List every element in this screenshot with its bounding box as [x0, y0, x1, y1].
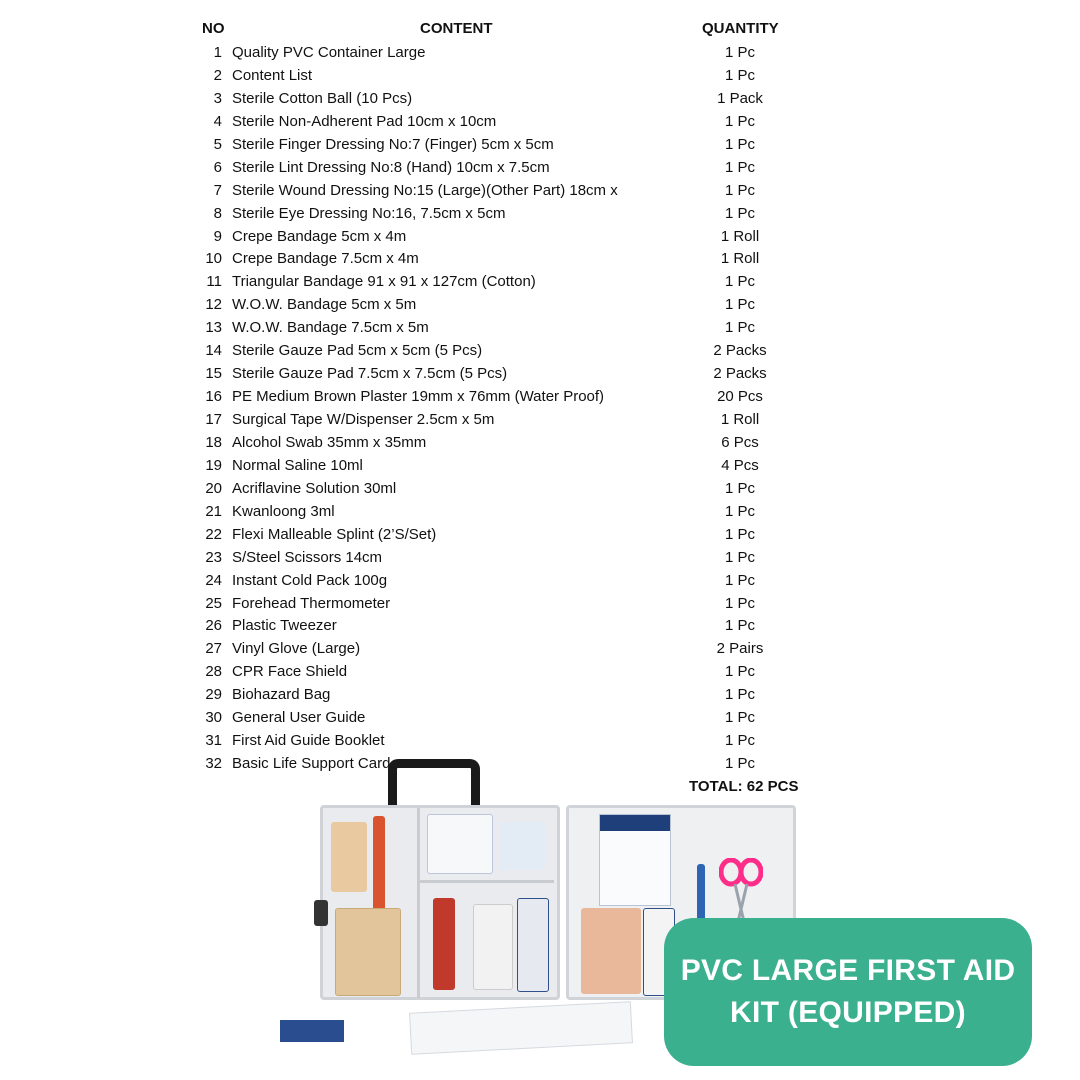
row-number: 9	[213, 227, 222, 245]
table-row	[200, 180, 820, 203]
badge-line-2: KIT (EQUIPPED)	[730, 996, 966, 1029]
row-quantity: 1 Pc	[724, 571, 755, 589]
row-quantity: 1 Pack	[717, 89, 763, 107]
total-count: TOTAL: 62 PCS	[689, 778, 799, 795]
kit-handle	[388, 759, 480, 811]
row-quantity: 1 Pc	[724, 479, 755, 497]
row-quantity: 1 Pc	[724, 594, 755, 612]
row-quantity: 1 Pc	[724, 548, 755, 566]
row-quantity: 1 Pc	[724, 112, 755, 130]
table-row	[200, 478, 820, 501]
row-number: 26	[205, 617, 222, 635]
row-quantity: 6 Pcs	[721, 433, 759, 451]
row-number: 13	[205, 319, 222, 337]
table-row	[200, 134, 820, 157]
row-number: 1	[213, 44, 222, 61]
row-quantity: 1 Pc	[724, 135, 755, 153]
row-content: W.O.W. Bandage 5cm x 5m	[232, 296, 417, 314]
row-number: 31	[205, 732, 222, 750]
row-content: Flexi Malleable Splint (2’S/Set)	[232, 525, 437, 543]
guide-card	[280, 1020, 344, 1042]
row-content: Sterile Finger Dressing No:7 (Finger) 5cm x 5cm	[232, 135, 554, 153]
row-number: 27	[205, 640, 222, 658]
row-number: 15	[205, 365, 222, 383]
row-content: Sterile Wound Dressing No:15 (Large)(Other Part) 18cm x	[232, 181, 618, 199]
header-content: CONTENT	[420, 20, 493, 37]
table-row	[200, 730, 820, 753]
row-number: 18	[205, 433, 222, 451]
row-number: 29	[205, 686, 222, 704]
table-row	[200, 593, 820, 616]
row-content: Surgical Tape W/Dispenser 2.5cm x 5m	[232, 411, 495, 428]
table-row	[200, 638, 820, 661]
crepe-bandage-pack	[331, 822, 367, 892]
row-content: PE Medium Brown Plaster 19mm x 76mm (Water Proof)	[232, 388, 605, 406]
row-content: Sterile Non-Adherent Pad 10cm x 10cm	[232, 112, 497, 130]
row-content: Sterile Cotton Ball (10 Pcs)	[232, 89, 413, 107]
row-number: 30	[205, 709, 222, 727]
row-number: 4	[213, 112, 222, 130]
row-content: Alcohol Swab 35mm x 35mm	[232, 433, 427, 451]
row-content: CPR Face Shield	[232, 663, 348, 681]
gauze-pad-pack	[427, 814, 493, 874]
row-number: 17	[205, 411, 222, 428]
table-row	[200, 684, 820, 707]
table-row	[200, 386, 820, 409]
table-row	[200, 707, 820, 730]
row-number: 20	[205, 479, 222, 497]
table-row	[200, 615, 820, 638]
row-quantity: 1 Pc	[724, 686, 755, 704]
forehead-thermometer	[599, 814, 671, 906]
row-number: 28	[205, 663, 222, 681]
table-row	[200, 271, 820, 294]
triangular-bandage-pack	[335, 908, 401, 996]
row-content: Instant Cold Pack 100g	[232, 571, 388, 589]
row-quantity: 1 Pc	[724, 755, 755, 773]
row-content: Kwanloong 3ml	[232, 502, 335, 520]
row-number: 7	[213, 181, 222, 199]
row-number: 10	[205, 250, 222, 268]
kit-box	[320, 805, 560, 1000]
row-content: First Aid Guide Booklet	[232, 732, 385, 750]
table-row	[200, 409, 820, 432]
row-quantity: 1 Roll	[720, 411, 760, 428]
row-quantity: 2 Packs	[713, 365, 767, 383]
row-number: 25	[205, 594, 222, 612]
row-content: Crepe Bandage 7.5cm x 4m	[232, 250, 419, 268]
header-quantity: QUANTITY	[702, 20, 779, 37]
table-row	[200, 294, 820, 317]
row-content: Crepe Bandage 5cm x 4m	[232, 227, 407, 245]
kit-divider	[417, 808, 420, 998]
row-number: 21	[205, 502, 222, 520]
row-number: 24	[205, 571, 222, 589]
table-row	[200, 570, 820, 593]
row-quantity: 1 Pc	[724, 44, 755, 61]
row-content: Sterile Gauze Pad 5cm x 5cm (5 Pcs)	[232, 342, 483, 360]
saline-bottles	[499, 822, 545, 870]
row-content: Basic Life Support Card	[232, 755, 391, 773]
row-content: Plastic Tweezer	[232, 617, 337, 635]
row-content: General User Guide	[232, 709, 366, 727]
row-quantity: 2 Packs	[713, 342, 767, 360]
row-quantity: 1 Pc	[724, 663, 755, 681]
row-quantity: 1 Pc	[724, 732, 755, 750]
table-row	[200, 111, 820, 134]
guide-booklets	[409, 1001, 633, 1055]
row-number: 22	[205, 525, 222, 543]
row-content: Triangular Bandage 91 x 91 x 127cm (Cotton)	[232, 273, 536, 291]
row-number: 12	[205, 296, 222, 314]
row-quantity: 1 Pc	[724, 617, 755, 635]
row-content: Quality PVC Container Large	[232, 44, 426, 61]
row-number: 6	[213, 158, 222, 176]
row-quantity: 1 Roll	[720, 250, 760, 268]
row-content: Biohazard Bag	[232, 686, 331, 704]
row-content: Acriflavine Solution 30ml	[232, 479, 397, 497]
row-quantity: 1 Pc	[724, 502, 755, 520]
row-number: 32	[205, 755, 222, 773]
row-quantity: 1 Pc	[724, 296, 755, 314]
row-content: Sterile Lint Dressing No:8 (Hand) 10cm x 7.5cm	[232, 158, 550, 176]
kit-latch	[314, 900, 328, 926]
row-number: 5	[213, 135, 222, 153]
row-quantity: 1 Pc	[724, 709, 755, 727]
row-content: Normal Saline 10ml	[232, 456, 363, 474]
table-row	[200, 248, 820, 271]
table-row	[200, 226, 820, 249]
table-row	[200, 203, 820, 226]
row-number: 19	[205, 456, 222, 474]
row-content: Forehead Thermometer	[232, 594, 391, 612]
row-content: Sterile Eye Dressing No:16, 7.5cm x 5cm	[232, 204, 506, 222]
plaster-box	[473, 904, 513, 990]
row-number: 2	[213, 66, 222, 84]
row-quantity: 1 Roll	[720, 227, 760, 245]
row-quantity: 1 Pc	[724, 525, 755, 543]
table-row	[200, 455, 820, 478]
row-quantity: 1 Pc	[724, 273, 755, 291]
row-quantity: 1 Pc	[724, 158, 755, 176]
dressing-box	[517, 898, 549, 992]
row-number: 16	[205, 388, 222, 406]
table-row	[200, 661, 820, 684]
table-row	[200, 157, 820, 180]
header-no: NO	[202, 20, 225, 37]
tweezer	[697, 864, 705, 924]
table-row	[200, 501, 820, 524]
row-number: 11	[206, 273, 222, 291]
badge-line-1: PVC LARGE FIRST AID	[680, 954, 1016, 987]
product-title-badge	[664, 918, 1032, 1066]
row-quantity: 4 Pcs	[721, 456, 759, 474]
plaster-strip	[581, 908, 641, 994]
row-quantity: 1 Pc	[724, 319, 755, 337]
row-number: 8	[213, 204, 222, 222]
row-content: Vinyl Glove (Large)	[232, 640, 361, 658]
table-row	[200, 88, 820, 111]
row-number: 23	[205, 548, 222, 566]
kit-shelf	[420, 880, 554, 883]
row-quantity: 1 Pc	[724, 66, 755, 84]
row-number: 14	[205, 342, 222, 360]
row-content: Content List	[232, 66, 313, 84]
table-row	[200, 317, 820, 340]
row-content: W.O.W. Bandage 7.5cm x 5m	[232, 319, 429, 337]
table-row	[200, 524, 820, 547]
row-quantity: 20 Pcs	[717, 388, 763, 406]
table-row	[200, 363, 820, 386]
row-content: Sterile Gauze Pad 7.5cm x 7.5cm (5 Pcs)	[232, 365, 508, 383]
table-row	[200, 547, 820, 570]
row-quantity: 1 Pc	[724, 181, 755, 199]
row-quantity: 2 Pairs	[716, 640, 764, 658]
table-row	[200, 340, 820, 363]
row-number: 3	[213, 89, 222, 107]
tape-dispenser	[433, 898, 455, 990]
table-row	[200, 42, 820, 65]
row-content: S/Steel Scissors 14cm	[232, 548, 383, 566]
table-body	[200, 42, 820, 776]
table-row	[200, 432, 820, 455]
table-row	[200, 65, 820, 88]
row-quantity: 1 Pc	[724, 204, 755, 222]
